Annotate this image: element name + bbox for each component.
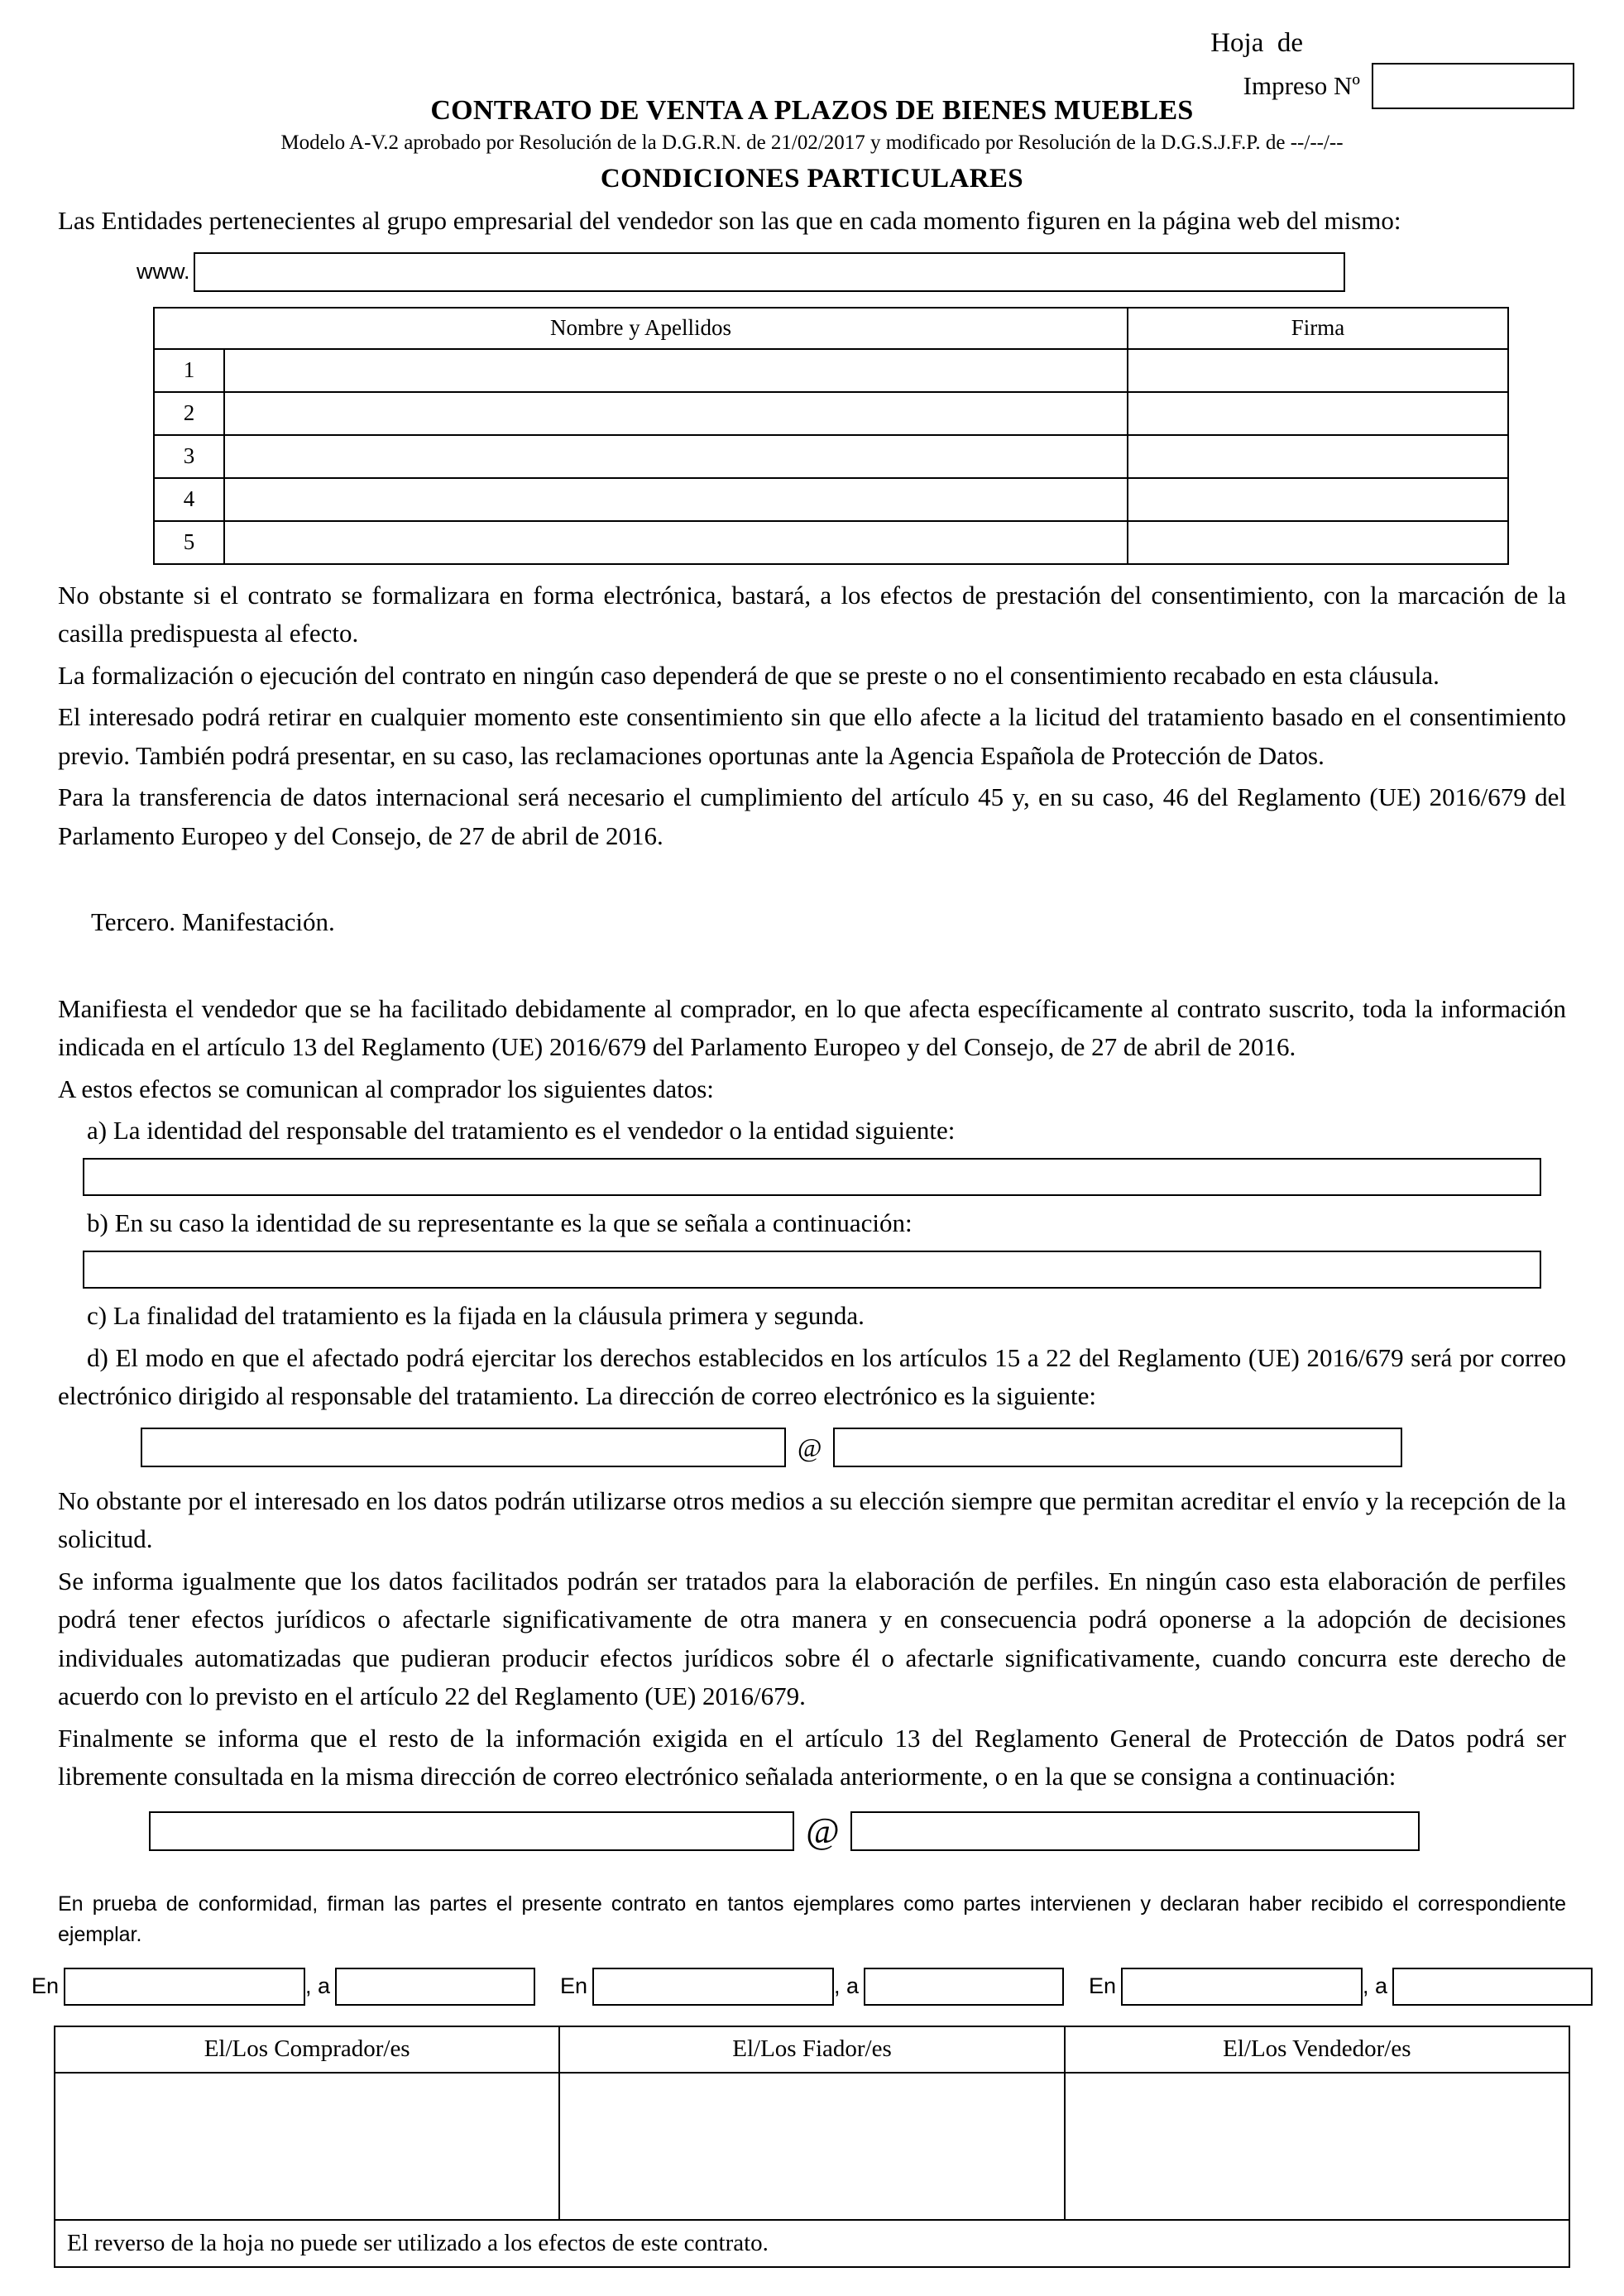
date-input-2[interactable] bbox=[864, 1968, 1064, 2006]
signer-firma-cell[interactable] bbox=[1128, 392, 1508, 435]
a-label-1: , a bbox=[305, 1973, 331, 1999]
consent-paragraph-4: Para la transferencia de datos internacional será necesario el cumplimiento del artículo 45 y, en su caso, 46 del Reglamento (UE) 2016/679 del Parlamento Europeo y del Consejo, de 27 de abril de 2016. bbox=[58, 782, 1566, 850]
en-label-3: En bbox=[1088, 1973, 1116, 1999]
place-input-3[interactable] bbox=[1121, 1968, 1363, 2006]
signer-name-cell[interactable] bbox=[224, 435, 1128, 478]
email-local-input-2[interactable] bbox=[149, 1811, 794, 1851]
item-d-label: d) El modo en que el afectado podrá ejercitar los derechos establecidos en los artículos 15 a 22 del Reglamento (UE) 2016/679 será por correo electrónico dirigido al responsable del tratamiento. La dirección de correo electrónico es la siguiente: bbox=[58, 1342, 1566, 1410]
date-input-3[interactable] bbox=[1392, 1968, 1593, 2006]
tercero-paragraph-5: Finalmente se informa que el resto de la información exigida en el artículo 13 del Reglamento General de Protección de Datos podrá ser libremente consultada en la misma dirección de correo electrónico señalada anteriormente, o en la que se consigna a continuación: bbox=[58, 1723, 1566, 1791]
tercero-paragraph-1: Manifiesta el vendedor que se ha facilitado debidamente al comprador, en lo que afecta específicamente al contrato suscrito, toda la información indicada en el artículo 13 del Reglamento (UE) 2016/679 del Parlamento Europeo y del Consejo, de 27 de abril de 2016. bbox=[58, 993, 1566, 1061]
consent-paragraph-2: La formalización o ejecución del contrato en ningún caso dependerá de que se preste o no el consentimiento recabado en esta cláusula. bbox=[58, 660, 1440, 690]
en-label-1: En bbox=[31, 1973, 60, 1999]
signature-col-fiador: El/Los Fiador/es bbox=[559, 2026, 1064, 2073]
signer-row bbox=[154, 435, 1508, 478]
signer-name-cell[interactable] bbox=[224, 392, 1128, 435]
vendedor-signature-cell[interactable] bbox=[1065, 2073, 1569, 2220]
date-input-1[interactable] bbox=[335, 1968, 535, 2006]
web-entities-intro: Las Entidades pertenecientes al grupo empresarial del vendedor son las que en cada momento figuren en la página web del mismo: bbox=[58, 206, 1401, 235]
tercero-paragraph-4: Se informa igualmente que los datos facilitados podrán ser tratados para la elaboración de perfiles. En ningún caso esta elaboración de perfiles podrá tener efectos jurídicos o afectarle significativamente de otra manera y en consecuencia podrá oponerse a la adopción de decisiones individuales automatizadas que pudieran producir efectos jurídicos sobre él o afectarle significativamente, cuando concurra este derecho de acuerdo con lo previsto en el artículo 22 del Reglamento (UE) 2016/679. bbox=[58, 1566, 1566, 1710]
signer-row-number: 1 bbox=[154, 349, 224, 392]
fiador-signature-cell[interactable] bbox=[559, 2073, 1064, 2220]
signers-header-row bbox=[154, 308, 1508, 349]
signature-body-row bbox=[55, 2073, 1569, 2220]
signer-firma-cell[interactable] bbox=[1128, 478, 1508, 521]
signer-row-number: 4 bbox=[154, 478, 224, 521]
contract-title: CONTRATO DE VENTA A PLAZOS DE BIENES MUEBLES bbox=[430, 95, 1194, 126]
item-a-label: a) La identidad del responsable del tratamiento es el vendedor o la entidad siguiente: bbox=[87, 1116, 956, 1145]
signer-firma-cell[interactable] bbox=[1128, 435, 1508, 478]
email-domain-input-2[interactable] bbox=[850, 1811, 1420, 1851]
website-row bbox=[137, 252, 1566, 292]
a-label-3: , a bbox=[1362, 1973, 1387, 1999]
conformity-statement: En prueba de conformidad, firman las partes el presente contrato en tantos ejemplares como partes intervienen y declaran haber recibido el correspondiente ejemplar. bbox=[58, 1892, 1566, 1946]
signer-row-number: 2 bbox=[154, 392, 224, 435]
hoja-de-label: Hoja de bbox=[1210, 28, 1303, 58]
tercero-heading: Tercero. Manifestación. bbox=[91, 907, 335, 936]
comprador-signature-cell[interactable] bbox=[55, 2073, 559, 2220]
signature-col-comprador: El/Los Comprador/es bbox=[55, 2026, 559, 2073]
signers-table bbox=[153, 307, 1509, 565]
signers-col-nombre: Nombre y Apellidos bbox=[154, 308, 1128, 349]
signer-firma-cell[interactable] bbox=[1128, 521, 1508, 564]
item-b-label: b) En su caso la identidad de su representante es la que se señala a continuación: bbox=[87, 1208, 913, 1237]
signer-row bbox=[154, 349, 1508, 392]
tercero-paragraph-2: A estos efectos se comunican al comprador los siguientes datos: bbox=[58, 1074, 714, 1103]
tercero-paragraph-3: No obstante por el interesado en los datos podrán utilizarse otros medios a su elección siempre que permitan acreditar el envío y la recepción de la solicitud. bbox=[58, 1485, 1566, 1553]
place-date-group-1 bbox=[31, 1968, 535, 2006]
signer-row-number: 3 bbox=[154, 435, 224, 478]
signature-col-vendedor: El/Los Vendedor/es bbox=[1065, 2026, 1569, 2073]
page-header bbox=[58, 23, 1566, 199]
place-date-group-3 bbox=[1089, 1968, 1593, 2006]
place-input-1[interactable] bbox=[64, 1968, 305, 2006]
at-symbol-1: @ bbox=[798, 1432, 822, 1462]
email-domain-input-1[interactable] bbox=[833, 1428, 1402, 1467]
www-label: www. bbox=[137, 259, 190, 285]
signer-row bbox=[154, 521, 1508, 564]
at-symbol-2: @ bbox=[806, 1810, 840, 1851]
signer-name-cell[interactable] bbox=[224, 521, 1128, 564]
consent-paragraph-3: El interesado podrá retirar en cualquier momento este consentimiento sin que ello afecte a la licitud del tratamiento basado en el consentimiento previo. También podrá presentar, en su caso, las reclamaciones oportunas ante la Agencia Española de Protección de Datos. bbox=[58, 702, 1566, 770]
website-input[interactable] bbox=[194, 252, 1345, 292]
contract-subtitle: Modelo A-V.2 aprobado por Resolución de la D.G.R.N. de 21/02/2017 y modificado por Resolución de la D.G.S.J.F.P. de --/--/-- bbox=[280, 132, 1344, 154]
a-label-2: , a bbox=[834, 1973, 860, 1999]
signer-firma-cell[interactable] bbox=[1128, 349, 1508, 392]
signer-row bbox=[154, 478, 1508, 521]
representative-input[interactable] bbox=[83, 1251, 1541, 1289]
item-c-label: c) La finalidad del tratamiento es la fijada en la cláusula primera y segunda. bbox=[87, 1301, 865, 1330]
email-row-2 bbox=[149, 1811, 1566, 1851]
en-label-2: En bbox=[559, 1973, 587, 1999]
email-row-1 bbox=[141, 1428, 1566, 1467]
signer-name-cell[interactable] bbox=[224, 478, 1128, 521]
reverse-note: El reverso de la hoja no puede ser utilizado a los efectos de este contrato. bbox=[54, 2219, 1570, 2269]
consent-paragraph-1: No obstante si el contrato se formalizara en forma electrónica, bastará, a los efectos de prestación del consentimiento, con la marcación de la casilla predispuesta al efecto. bbox=[58, 580, 1566, 648]
signature-table bbox=[54, 2026, 1570, 2221]
responsible-entity-row bbox=[83, 1157, 1566, 1197]
signers-col-firma: Firma bbox=[1128, 308, 1508, 349]
place-date-row bbox=[31, 1968, 1593, 2006]
email-local-input-1[interactable] bbox=[141, 1428, 786, 1467]
place-input-2[interactable] bbox=[592, 1968, 834, 2006]
signer-name-cell[interactable] bbox=[224, 349, 1128, 392]
section-title: CONDICIONES PARTICULARES bbox=[600, 164, 1024, 194]
signer-row bbox=[154, 392, 1508, 435]
responsible-entity-input[interactable] bbox=[83, 1158, 1541, 1196]
impreso-label: Impreso Nº bbox=[1243, 70, 1360, 100]
representative-row bbox=[83, 1250, 1566, 1289]
signer-row-number: 5 bbox=[154, 521, 224, 564]
place-date-group-2 bbox=[560, 1968, 1064, 2006]
signature-header-row bbox=[55, 2026, 1569, 2073]
